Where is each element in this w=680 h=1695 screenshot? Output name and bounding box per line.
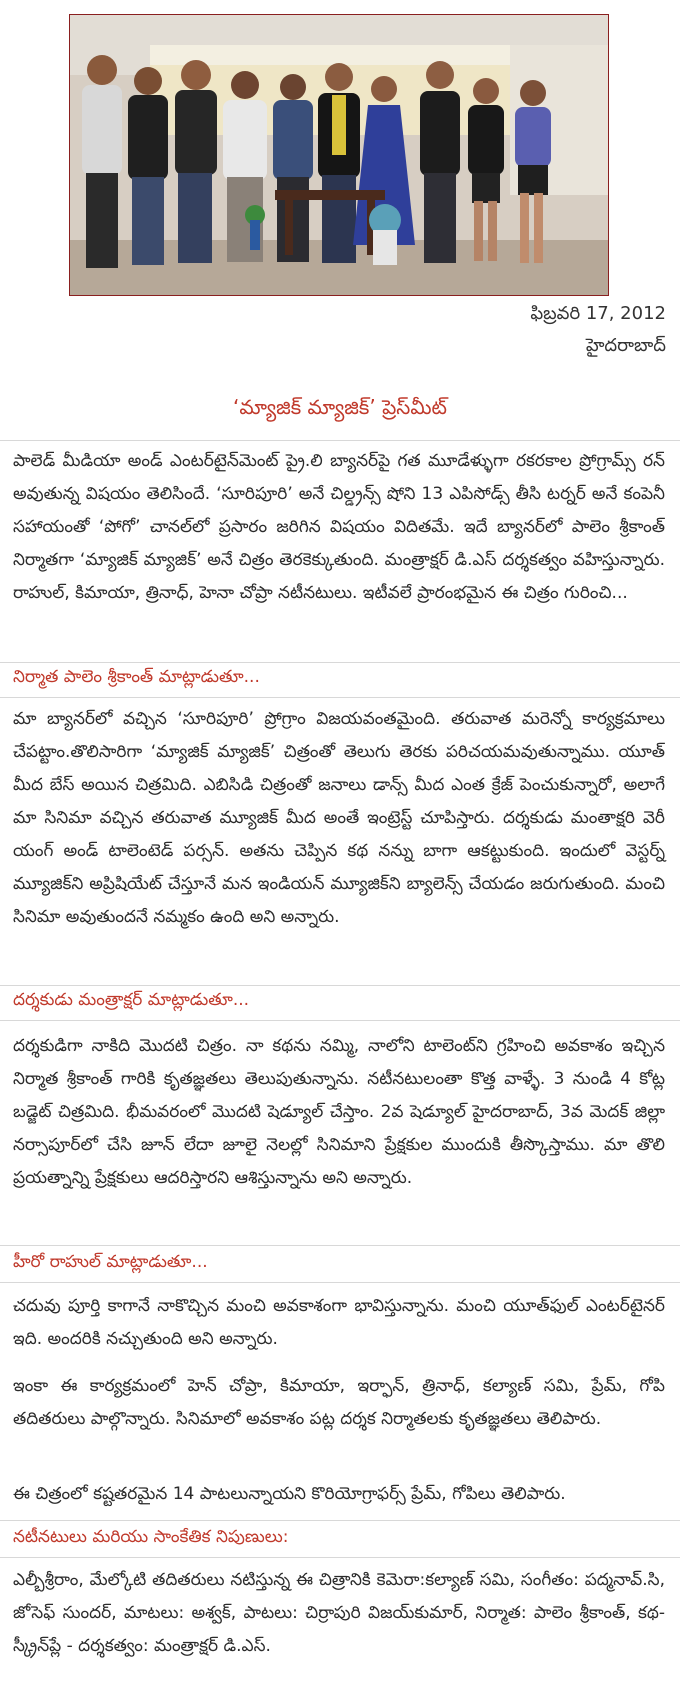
cast-heading: నటీనటులు మరియు సాంకేతిక నిపుణులు: [13, 1527, 289, 1547]
divider [0, 1520, 680, 1521]
songs-paragraph: ఈ చిత్రంలో కష్టతరమైన 14 పాటలున్నాయని కొరియోగ్రాఫర్స్ ప్రేమ్, గోపిలు తెలిపారు. [13, 1484, 566, 1504]
press-meet-photo [69, 14, 609, 296]
press-meet-photo-illustration [70, 15, 608, 295]
producer-heading: నిర్మాత పాలెం శ్రీకాంత్ మాట్లాడుతూ... [13, 667, 260, 687]
divider [0, 1282, 680, 1283]
hero-paragraph: చదువు పూర్తి కాగానే నాకొచ్చిన మంచి అవకాశంగా భావిస్తున్నాను. మంచి యూత్‌ఫుల్ ఎంటర్‌టైనర్ ఇది. అందరికి నచ్చుతుంది అని అన్నారు. [13, 1296, 665, 1349]
cast-paragraph: ఎల్బీశ్రీరాం, మేల్కోటి తదితరులు నటిస్తున్న ఈ చిత్రానికి కెమెరా:కల్యాణ్ సమి, సంగీతం: పద్మనావ్.సి, జోసెఫ్ సుందర్, మాటలు: అశ్వక్, పాటలు: చిర్రాపురి విజయ్‌కుమార్, నిర్మాత: పాలెం శ్రీకాంత్, కథ- స్క్రీన్‌ప్లే - దర్శకత్వం: మంత్రాక్షర్ డి.ఎస్. [13, 1570, 665, 1656]
divider [0, 1557, 680, 1558]
hero-heading: హీరో రాహుల్ మాట్లాడుతూ... [13, 1252, 208, 1272]
article-place: హైదరాబాద్ [585, 335, 666, 356]
article-date: ఫిబ్రవరి 17, 2012 [530, 303, 666, 324]
event-paragraph: ఇంకా ఈ కార్యక్రమంలో హెన్ చోప్రా, కిమాయా, ఇర్ఫాన్, త్రినాధ్, కల్యాణ్ సమి, ప్రేమ్, గోపి తదితరులు పాల్గొన్నారు. సినిమాలో అవకాశం పట్ల దర్శక నిర్మాతలకు కృతజ్ఞతలు తెలిపారు. [13, 1376, 665, 1429]
divider [0, 1020, 680, 1021]
director-paragraph: దర్శకుడిగా నాకిది మొదటి చిత్రం. నా కథను నమ్మి, నాలోని టాలెంట్‌ని గ్రహించి అవకాశం ఇచ్చిన నిర్మాత శ్రీకాంత్ గారికి కృతజ్ఞతలు తెలుపుతున్నాను. నటీనటులంతా కొత్త వాళ్ళే. 3 నుండి 4 కోట్ల బడ్జెట్ చిత్రమిది. భీమవరంలో మొదటి షెడ్యూల్ చేస్తాం. 2వ షెడ్యూల్ హైదరాబాద్, 3వ మెదక్ జిల్లా నర్సాపూర్‌లో చేసి జూన్ లేదా జూలై నెలల్లో సినిమాని ప్రేక్షకుల ముందుకి తీస్కొస్తాము. మా తొలి ప్రయత్నాన్ని ప్రేక్షకులు ఆదరిస్తారని ఆశిస్తున్నాను అని అన్నారు. [13, 1036, 665, 1188]
divider [0, 440, 680, 441]
divider [0, 1245, 680, 1246]
producer-paragraph: మా బ్యానర్‌లో వచ్చిన ‘సూరిపూరి’ ప్రోగ్రాం విజయవంతమైంది. తరువాత మరెన్నో కార్యక్రమాలు చేపట్టాం.తొలిసారిగా ‘మ్యాజిక్ మ్యాజిక్’ చిత్రంతో తెలుగు తెరకు పరిచయమవుతున్నాము. యూత్ మీద బేస్ అయిన చిత్రమిది. ఎబిసిడి చిత్రంతో జనాలు డాన్స్ మీద ఎంత క్రేజ్ పెంచుకున్నారో, అలాగే మా సినిమా వచ్చిన తరువాత మ్యూజిక్ మీద అంతే ఇంట్రెస్ట్ చూపిస్తారు. దర్శకుడు మంతాక్షరి వెరీ యంగ్ అండ్ టాలెంటెడ్ పర్సన్. అతను చెప్పిన కథ నన్ను బాగా ఆకట్టుకుంది. ఇందులో వెస్టర్న్ మ్యూజిక్‌ని అప్రిషియేట్ చేస్తూనే మన ఇండియన్ మ్యూజిక్‌ని బ్యాలెన్స్ చేయడం జరుగుతుంది. మంచి సినిమా అవుతుందనే నమ్మకం ఉంది అని అన్నారు. [13, 709, 665, 927]
article-title: ‘మ్యాజిక్ మ్యాజిక్’ ప్రెస్‌మీట్ [233, 395, 447, 419]
divider [0, 662, 680, 663]
divider [0, 697, 680, 698]
intro-paragraph: పాలెడ్ మీడియా అండ్ ఎంటర్‌టైన్‌మెంట్ ప్రై.లి బ్యానర్‌పై గత మూడేళ్ళుగా రకరకాల ప్రోగ్రామ్స్ రన్ అవుతున్న విషయం తెలిసిందే. ‘సూరిపూరి’ అనే చిల్డ్రన్స్ షోని 13 ఎపిసోడ్స్ తీసి టర్నర్ అనే కంపెనీ సహాయంతో ‘పోగో’ చానల్‌లో ప్రసారం జరిగిన విషయం విదితమే. ఇదే బ్యానర్‌లో పాలెం శ్రీకాంత్ నిర్మాతగా ‘మ్యాజిక్ మ్యాజిక్’ అనే చిత్రం తెరకెక్కుతుంది. మంత్రాక్షర్ డి.ఎస్ దర్శకత్వం వహిస్తున్నారు. రాహుల్, కిమాయా, త్రినాధ్, హెనా చోప్రా నటీనటులు. ఇటీవలే ప్రారంభమైన ఈ చిత్రం గురించి... [13, 451, 665, 603]
director-heading: దర్శకుడు మంత్రాక్షర్ మాట్లాడుతూ... [13, 990, 250, 1010]
divider [0, 985, 680, 986]
